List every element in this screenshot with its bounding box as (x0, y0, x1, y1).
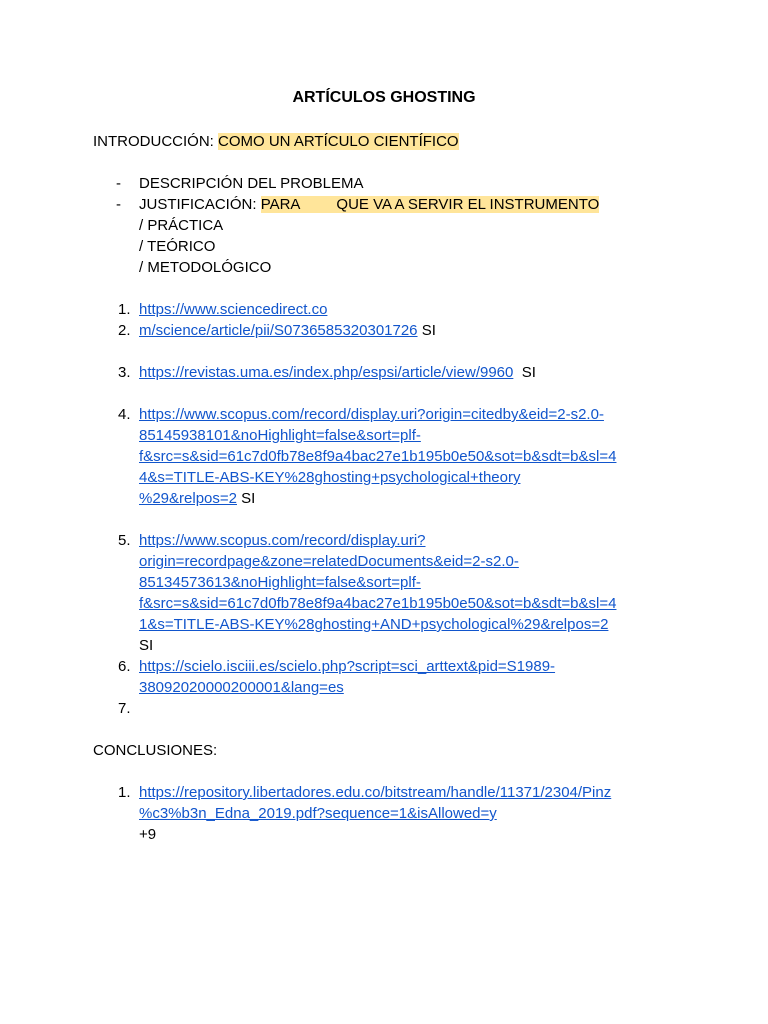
conclusion-link[interactable]: %c3%b3n_Edna_2019.pdf?sequence=1&isAllowed=y (139, 805, 497, 822)
document-title: ARTÍCULOS GHOSTING (292, 89, 476, 106)
ref-status: SI (139, 637, 154, 654)
ref-item-6 (139, 656, 555, 677)
ref-link[interactable]: https://scielo.isciii.es/scielo.php?script=sci_arttext&pid=S1989- (139, 658, 556, 675)
ref-item-5-line (139, 593, 616, 614)
ref-link[interactable]: 4&s=TITLE-ABS-KEY%28ghosting+psychological+theory (139, 469, 521, 486)
justificacion-highlight (261, 196, 600, 213)
ref-item-5-line (139, 614, 608, 635)
ref-item-4 (139, 404, 604, 425)
ref-link[interactable]: m/science/article/pii/S0736585320301726 (139, 322, 418, 339)
bullet-justificacion (139, 194, 599, 215)
ref-status: SI (417, 322, 436, 339)
ref-number: 6. (118, 658, 131, 675)
ref-link[interactable]: 85134573613&noHighlight=false&sort=plf- (139, 574, 421, 591)
ref-item-4-line (139, 425, 421, 446)
ref-link[interactable]: %29&relpos=2 (139, 490, 237, 507)
ref-item-5 (139, 530, 426, 551)
ref-link[interactable]: origin=recordpage&zone=relatedDocuments&eid=2-s2.0- (139, 553, 519, 570)
ref-number: 5. (118, 532, 131, 549)
ref-link[interactable]: https://www.scopus.com/record/display.uri?origin=citedby&eid=2-s2.0- (139, 406, 604, 423)
ref-item-6-line (139, 677, 344, 698)
ref-number: 3. (118, 364, 131, 381)
conclusions-label: CONCLUSIONES: (93, 742, 218, 759)
ref-item-4-line (139, 446, 616, 467)
intro-highlight: COMO UN ARTÍCULO CIENTÍFICO (218, 133, 459, 150)
ref-number: 1. (118, 301, 131, 318)
intro-label: INTRODUCCIÓN: (93, 133, 214, 150)
justificacion-highlight-a: PARA (260, 196, 301, 213)
ref-item-1 (139, 299, 327, 320)
ref-link[interactable]: https://www.scopus.com/record/display.uri? (139, 532, 426, 549)
ref-link[interactable]: https://www.sciencedirect.co (139, 301, 328, 318)
bullet-descripcion: DESCRIPCIÓN DEL PROBLEMA (139, 175, 364, 192)
conclusion-number: 1. (118, 784, 131, 801)
ref-link[interactable]: https://revistas.uma.es/index.php/espsi/article/view/9960 (139, 364, 514, 381)
ref-number: 7. (118, 700, 131, 717)
ref-number: 4. (118, 406, 131, 423)
ref-item-2 (139, 320, 436, 341)
ref-item-5-line (139, 572, 421, 593)
bullet-dash: - (116, 196, 121, 213)
ref-status: SI (236, 490, 256, 507)
ref-link[interactable]: 85145938101&noHighlight=false&sort=plf- (139, 427, 421, 444)
conclusion-link[interactable]: https://repository.libertadores.edu.co/bitstream/handle/11371/2304/Pinz (139, 784, 612, 801)
justificacion-highlight-b: QUE VA A SERVIR EL INSTRUMENTO (336, 196, 600, 213)
ref-status: SI (513, 364, 536, 381)
intro-line (93, 131, 459, 152)
ref-item-3 (139, 362, 536, 383)
sub-practica: / PRÁCTICA (139, 217, 224, 234)
ref-number: 2. (118, 322, 131, 339)
sub-metodologico: / METODOLÓGICO (139, 259, 272, 276)
ref-link[interactable]: 1&s=TITLE-ABS-KEY%28ghosting+AND+psychological%29&relpos=2 (139, 616, 609, 633)
sub-teorico: / TEÓRICO (139, 238, 216, 255)
ref-item-4-line (139, 467, 520, 488)
bullet-dash: - (116, 175, 121, 192)
conclusion-item-1-line (139, 803, 497, 824)
conclusion-extra: +9 (139, 826, 157, 843)
ref-item-5-line (139, 551, 519, 572)
justificacion-label: JUSTIFICACIÓN: (139, 196, 257, 213)
ref-link[interactable]: 38092020000200001&lang=es (139, 679, 344, 696)
conclusion-item-1 (139, 782, 611, 803)
ref-link[interactable]: f&src=s&sid=61c7d0fb78e8f9a4bac27e1b195b0e50&sot=b&sdt=b&sl=4 (139, 595, 617, 612)
ref-item-4-line (139, 488, 255, 509)
ref-link[interactable]: f&src=s&sid=61c7d0fb78e8f9a4bac27e1b195b0e50&sot=b&sdt=b&sl=4 (139, 448, 617, 465)
